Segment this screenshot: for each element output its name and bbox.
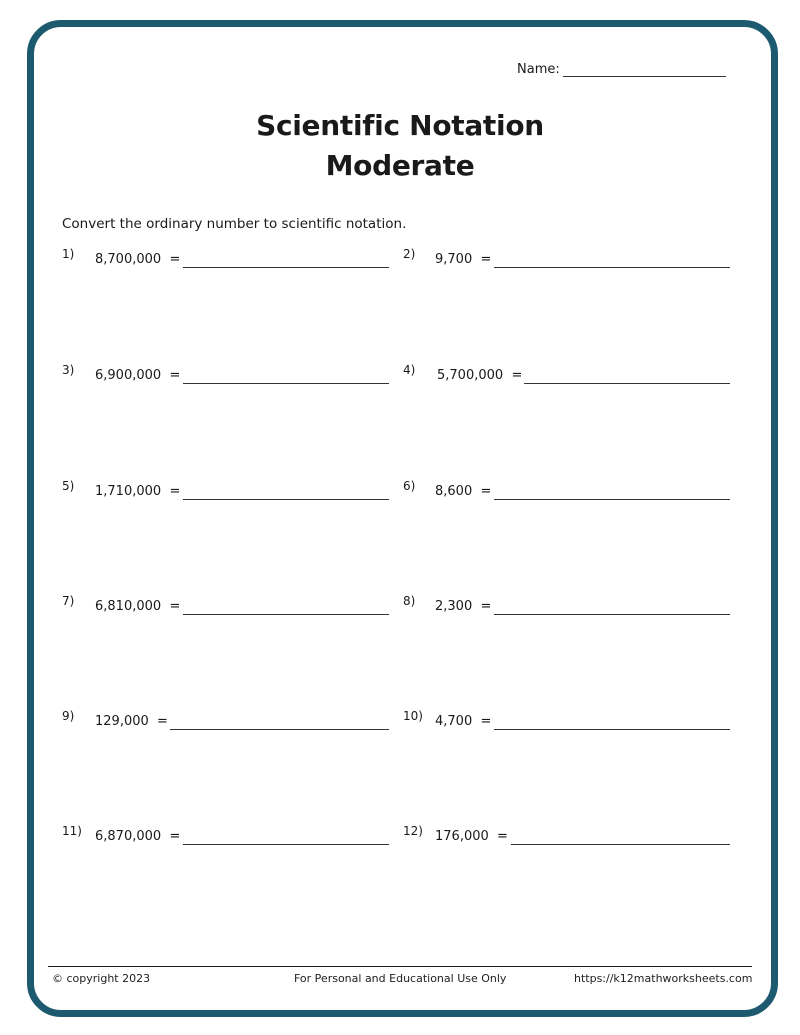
equals-sign: = xyxy=(480,252,492,267)
problem-expression xyxy=(95,829,180,844)
problem-expression xyxy=(95,484,180,499)
equals-sign: = xyxy=(480,599,492,614)
equals-sign: = xyxy=(497,829,508,844)
footer-divider xyxy=(48,966,752,967)
equals-sign: = xyxy=(169,368,181,383)
problem-number: 12) xyxy=(403,824,423,838)
problem-value: 6,870,000 xyxy=(95,829,162,844)
title-line-1: Scientific Notation xyxy=(256,109,544,142)
problem-value: 9,700 xyxy=(435,252,473,267)
answer-line[interactable] xyxy=(183,614,389,615)
footer-copyright: © copyright 2023 xyxy=(52,972,151,985)
problem-value: 176,000 xyxy=(435,829,489,844)
problem-value: 5,700,000 xyxy=(437,368,504,383)
equals-sign: = xyxy=(157,714,168,729)
problem-expression xyxy=(95,599,180,614)
problem-number: 1) xyxy=(62,247,75,261)
name-field xyxy=(517,62,726,77)
equals-sign: = xyxy=(169,252,181,267)
problem-value: 129,000 xyxy=(95,714,149,729)
problem-expression xyxy=(435,829,508,844)
problem-number: 5) xyxy=(62,479,75,493)
problem-number: 3) xyxy=(62,363,75,377)
equals-sign: = xyxy=(169,484,181,499)
problem-number: 8) xyxy=(403,594,416,608)
problem-expression xyxy=(95,714,168,729)
answer-line[interactable] xyxy=(183,267,389,268)
equals-sign: = xyxy=(511,368,523,383)
answer-line[interactable] xyxy=(183,499,389,500)
problem-number: 2) xyxy=(403,247,416,261)
problem-expression xyxy=(435,599,491,614)
problem-value: 1,710,000 xyxy=(95,484,162,499)
answer-line[interactable] xyxy=(494,499,730,500)
problem-number: 7) xyxy=(62,594,75,608)
name-label: Name: xyxy=(517,62,560,77)
problem-expression xyxy=(95,368,180,383)
problem-value: 8,600 xyxy=(435,484,473,499)
problem-value: 6,900,000 xyxy=(95,368,162,383)
answer-line[interactable] xyxy=(183,844,389,845)
answer-line[interactable] xyxy=(511,844,730,845)
problem-value: 4,700 xyxy=(435,714,473,729)
title-line-2: Moderate xyxy=(325,149,475,182)
problem-number: 6) xyxy=(403,479,416,493)
instructions-text: Convert the ordinary number to scientific notation. xyxy=(62,216,407,232)
problem-number: 11) xyxy=(62,824,82,838)
answer-line[interactable] xyxy=(494,267,730,268)
problem-expression xyxy=(435,484,491,499)
problem-value: 6,810,000 xyxy=(95,599,162,614)
answer-line[interactable] xyxy=(183,383,389,384)
equals-sign: = xyxy=(169,829,181,844)
footer-usage-note: For Personal and Educational Use Only xyxy=(294,972,507,985)
problem-number: 4) xyxy=(403,363,416,377)
answer-line[interactable] xyxy=(494,614,730,615)
problem-value: 2,300 xyxy=(435,599,473,614)
problem-number: 9) xyxy=(62,709,75,723)
answer-line[interactable] xyxy=(494,729,730,730)
problem-value: 8,700,000 xyxy=(95,252,162,267)
name-blank-line[interactable] xyxy=(563,62,726,77)
equals-sign: = xyxy=(480,484,492,499)
problem-expression xyxy=(95,252,180,267)
equals-sign: = xyxy=(169,599,181,614)
problem-expression xyxy=(435,252,491,267)
equals-sign: = xyxy=(480,714,492,729)
problem-number: 10) xyxy=(403,709,423,723)
problem-expression xyxy=(435,714,491,729)
footer-url[interactable]: https://k12mathworksheets.com xyxy=(574,972,753,985)
page-title xyxy=(0,106,800,186)
answer-line[interactable] xyxy=(170,729,389,730)
problem-expression xyxy=(437,368,522,383)
answer-line[interactable] xyxy=(524,383,730,384)
